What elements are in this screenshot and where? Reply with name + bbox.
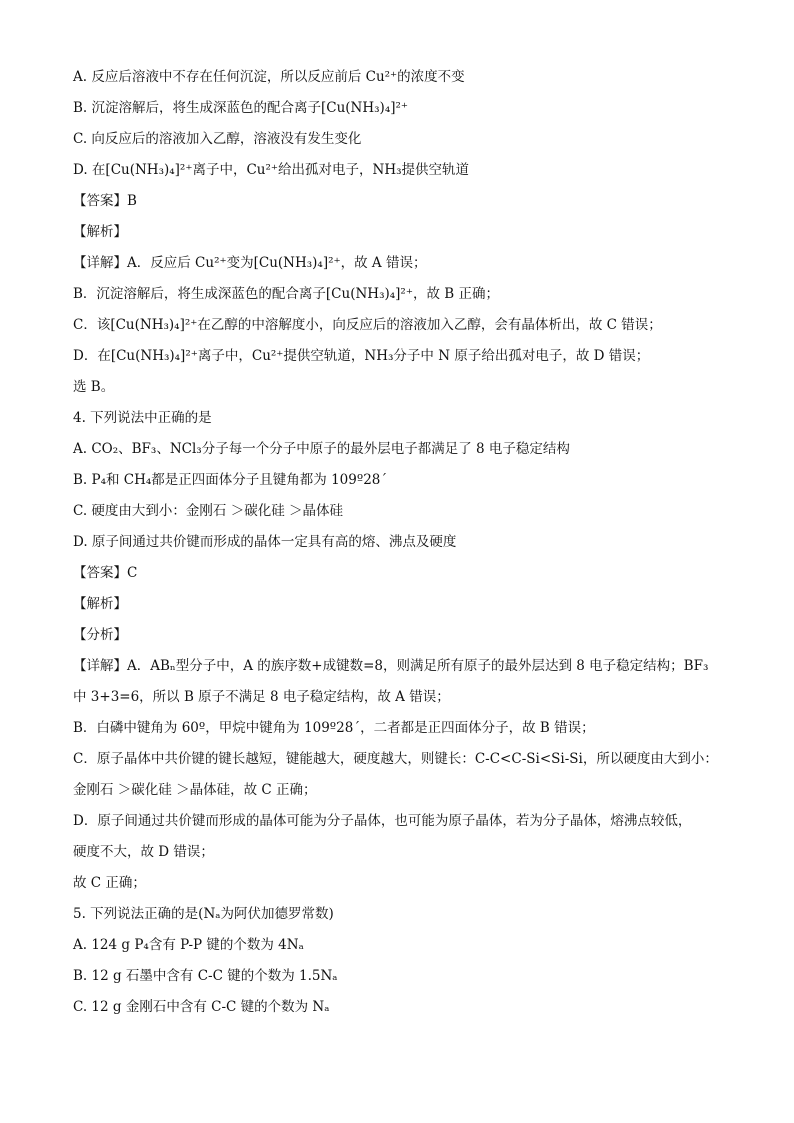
question-4-stem: 4. 下列说法中正确的是: [73, 410, 212, 426]
q4-detail-a-line2: 中 3+3=6，所以 B 原子不满足 8 电子稳定结构，故 A 错误；: [73, 689, 450, 705]
option-a: A. 反应后溶液中不存在任何沉淀，所以反应前后 Cu²⁺的浓度不变: [73, 69, 465, 85]
q4-detail-c-line1: C．原子晶体中共价键的键长越短，键能越大，硬度越大，则键长：C-C<C-Si<Si-Si，所以硬度由大到小：: [73, 751, 718, 767]
detail-a: 【详解】A．反应后 Cu²⁺变为[Cu(NH₃)₄]²⁺，故 A 错误；: [73, 255, 427, 271]
q4-detail-b: B．白磷中键角为 60º，甲烷中键角为 109º28ˊ，二者都是正四面体分子，故 B 错误；: [73, 720, 595, 736]
q4-option-d: D. 原子间通过共价键而形成的晶体一定具有高的熔、沸点及硬度: [73, 534, 457, 550]
option-d: D. 在[Cu(NH₃)₄]²⁺离子中，Cu²⁺给出孤对电子，NH₃提供空轨道: [73, 162, 470, 178]
option-b: B. 沉淀溶解后，将生成深蓝色的配合离子[Cu(NH₃)₄]²⁺: [73, 100, 409, 116]
q5-option-a: A. 124 g P₄含有 P-P 键的个数为 4Nₐ: [73, 937, 304, 953]
analysis-label: 【解析】: [73, 224, 127, 240]
answer-label: 【答案】B: [73, 193, 137, 209]
q4-detail-a-line1: 【详解】A．ABₙ型分子中，A 的族序数+成键数=8，则满足所有原子的最外层达到 8 电子稳定结构；BF₃: [73, 658, 709, 674]
q5-option-b: B. 12 g 石墨中含有 C-C 键的个数为 1.5Nₐ: [73, 968, 338, 984]
q4-detail-d-line2: 硬度不大，故 D 错误；: [73, 844, 214, 860]
detail-c: C．该[Cu(NH₃)₄]²⁺在乙醇的中溶解度小，向反应后的溶液加入乙醇，会有晶体析出，故 C 错误；: [73, 317, 662, 333]
q5-option-c: C. 12 g 金刚石中含有 C-C 键的个数为 Nₐ: [73, 999, 330, 1015]
option-c: C. 向反应后的溶液加入乙醇，溶液没有发生变化: [73, 131, 362, 147]
q4-detail-d-line1: D．原子间通过共价键而形成的晶体可能为分子晶体，也可能为原子晶体，若为分子晶体，熔沸点较低，: [73, 813, 692, 829]
detail-d: D．在[Cu(NH₃)₄]²⁺离子中，Cu²⁺提供空轨道，NH₃分子中 N 原子给出孤对电子，故 D 错误；: [73, 348, 650, 364]
detail-b: B．沉淀溶解后，将生成深蓝色的配合离子[Cu(NH₃)₄]²⁺，故 B 正确；: [73, 286, 499, 302]
q4-option-b: B. P₄和 CH₄都是正四面体分子且键角都为 109º28ˊ: [73, 472, 388, 488]
q4-answer-label: 【答案】C: [73, 565, 138, 581]
q4-option-a: A. CO₂、BF₃、NCl₃分子每一个分子中原子的最外层电子都满足了 8 电子稳定结构: [73, 441, 570, 457]
question-5-stem: 5. 下列说法正确的是(Nₐ为阿伏加德罗常数): [73, 906, 334, 922]
q4-analysis-label: 【解析】: [73, 596, 127, 612]
q4-option-c: C. 硬度由大到小：金刚石 ＞碳化硅 ＞晶体硅: [73, 503, 344, 519]
q4-detail-c-line2: 金刚石 ＞碳化硅 ＞晶体硅，故 C 正确；: [73, 782, 317, 798]
conclusion: 选 B。: [73, 379, 115, 395]
q4-fenxi-label: 【分析】: [73, 627, 127, 643]
q4-conclusion: 故 C 正确；: [73, 875, 146, 891]
